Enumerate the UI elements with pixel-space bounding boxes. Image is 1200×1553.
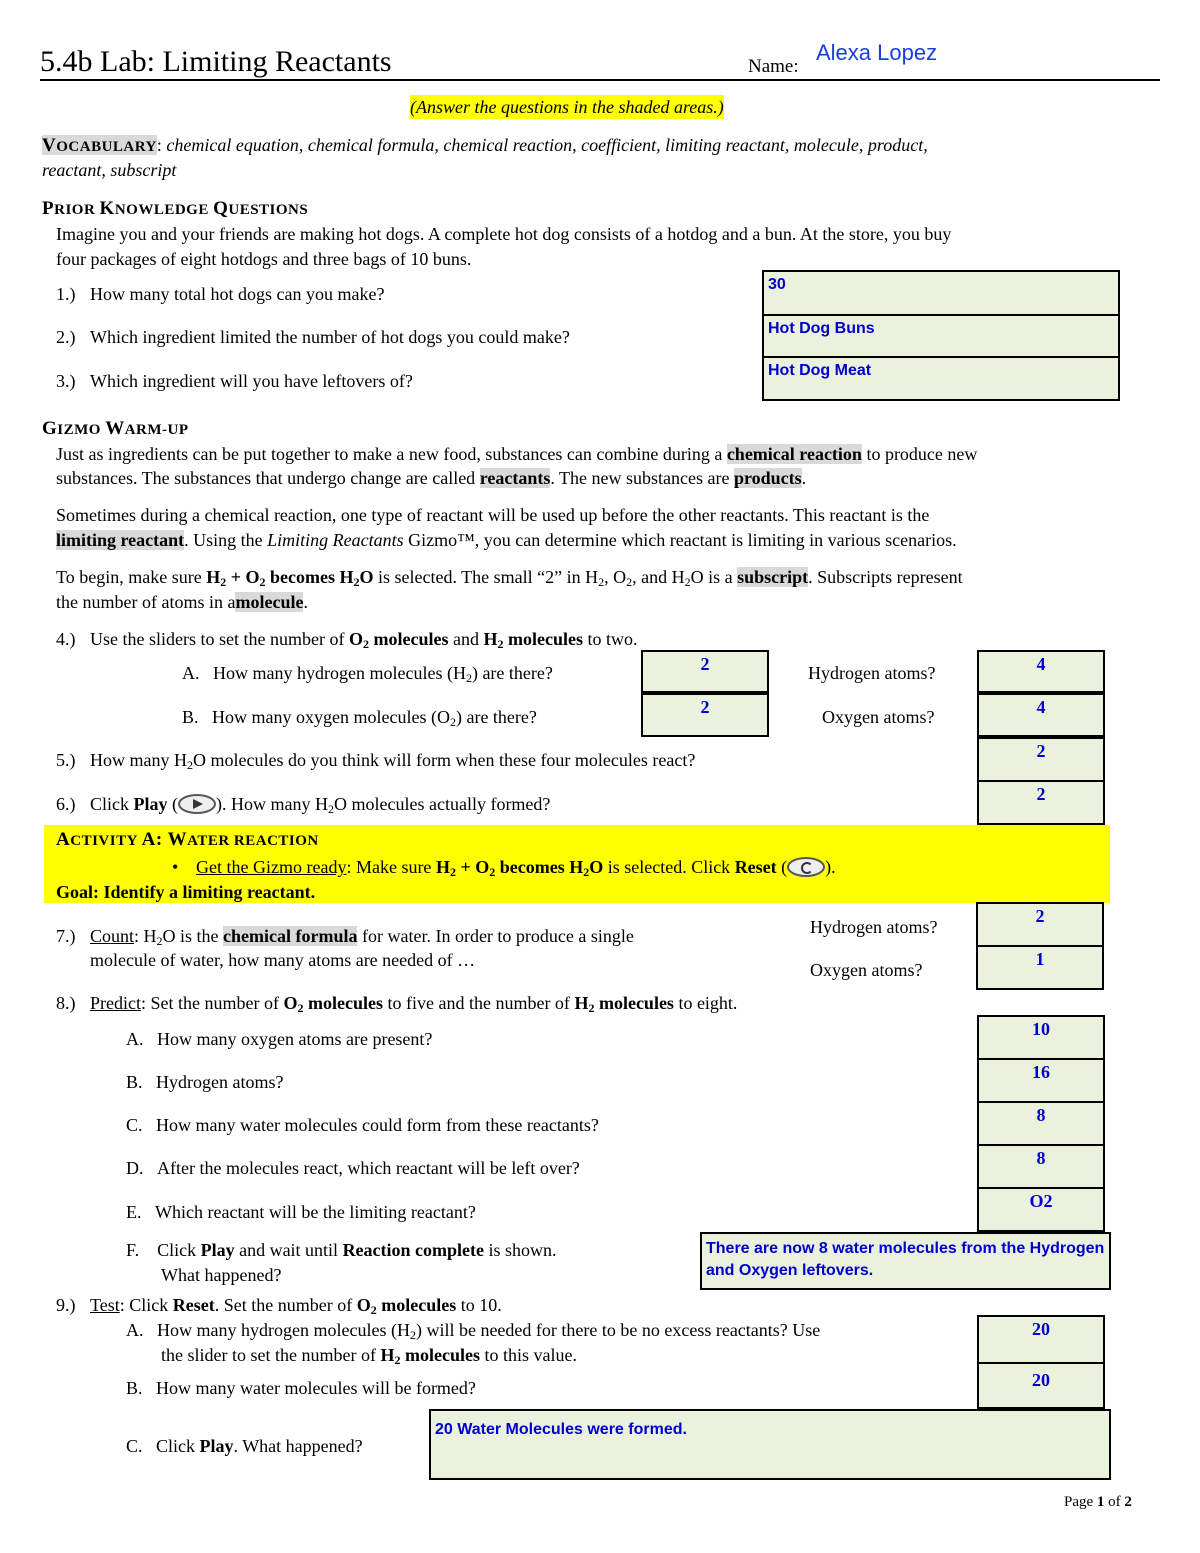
- header-rule: [40, 79, 1160, 81]
- answer-box-q4a[interactable]: 2: [641, 650, 769, 693]
- warmup-p1-line1: Just as ingredients can be put together to make a new food, substances can combine during a chemical reaction to produce new: [56, 444, 978, 464]
- question-9b: B. How many water molecules will be formed?: [126, 1378, 476, 1398]
- question-8a: A. How many oxygen atoms are present?: [126, 1029, 433, 1049]
- answer-box-q5[interactable]: 2: [977, 737, 1105, 782]
- instruction-banner: (Answer the questions in the shaded areas.): [410, 97, 724, 117]
- answer-box-q4b[interactable]: 2: [641, 693, 769, 737]
- question-5: 5.) How many $H_2O$ molecules do you think will form when these four molecules react?: [56, 750, 696, 772]
- question-9c: C. Click Play. What happened?: [126, 1436, 363, 1456]
- warmup-p1-line2: substances. The substances that undergo change are called reactants. The new substances are products.: [56, 468, 807, 488]
- page-number: Page 1 of 2: [1064, 1494, 1132, 1510]
- prior-intro-2: four packages of eight hotdogs and three bags of 10 buns.: [56, 249, 472, 269]
- question-7: 7.) Count: $H_2O$ is the chemical formula for water. In order to produce a single: [56, 926, 634, 948]
- activity-goal: Goal: Identify a limiting reactant.: [56, 882, 316, 902]
- answer-box-q9b[interactable]: 20: [977, 1362, 1105, 1409]
- question-1: 1.) How many total hot dogs can you make?: [56, 284, 385, 304]
- question-2: 2.) Which ingredient limited the number of hot dogs you could make?: [56, 327, 570, 347]
- question-8: 8.) Predict: Set the number of $O_2$ molecules to five and the number of $H_2$ molecules to eight.: [56, 993, 738, 1015]
- answer-box-q2[interactable]: Hot Dog Buns: [762, 314, 1120, 358]
- answer-box-q8b[interactable]: 16: [977, 1058, 1105, 1103]
- question-4: 4.) Use the sliders to set the number of $O_2$ molecules and $H_2$ molecules to two.: [56, 629, 638, 651]
- question-3: 3.) Which ingredient will you have leftovers of?: [56, 371, 413, 391]
- question-4b-side: Oxygen atoms?: [822, 707, 935, 727]
- answer-box-q6[interactable]: 2: [977, 780, 1105, 825]
- warmup-p2-line2: limiting reactant. Using the Limiting Reactants Gizmo™, you can determine which reactant is limiting in various scenarios.: [56, 530, 957, 550]
- play-icon: [178, 794, 216, 814]
- question-8c: C. How many water molecules could form from these reactants?: [126, 1115, 599, 1135]
- vocabulary-line: VOCABULARY: chemical equation, chemical formula, chemical reaction, coefficient, limiting reactant, molecule, product,: [42, 135, 928, 156]
- warmup-p2-line1: Sometimes during a chemical reaction, one type of reactant will be used up before the other reactants. This reactant is the: [56, 505, 930, 525]
- answer-box-q9c[interactable]: 20 Water Molecules were formed.: [429, 1409, 1111, 1480]
- activity-bullet: •: [172, 857, 179, 877]
- prior-knowledge-heading: PRIOR KNOWLEDGE QUESTIONS: [42, 198, 309, 219]
- answer-box-q7-oxygen[interactable]: 1: [976, 945, 1104, 990]
- question-9a-line2: the slider to set the number of $H_2$ molecules to this value.: [161, 1345, 577, 1367]
- question-9a: A. How many hydrogen molecules $(H_2)$ will be needed for there to be no excess reactants? Use: [126, 1320, 821, 1342]
- question-4a-side: Hydrogen atoms?: [808, 663, 936, 683]
- vocabulary-line-2: reactant, subscript: [42, 160, 177, 180]
- question-6: 6.) Click Play ( ). How many $H_2O$ molecules actually formed?: [56, 794, 551, 816]
- answer-box-q8c[interactable]: 8: [977, 1101, 1105, 1146]
- question-8f: F. Click Play and wait until Reaction complete is shown.: [126, 1240, 557, 1260]
- activity-heading: ACTIVITY A: WATER REACTION: [56, 829, 319, 850]
- answer-box-q1[interactable]: 30: [762, 270, 1120, 316]
- name-label: Name:: [748, 56, 799, 77]
- answer-box-q8d[interactable]: 8: [977, 1144, 1105, 1189]
- doc-title: 5.4b Lab: Limiting Reactants: [40, 45, 392, 78]
- activity-ready-line: Get the Gizmo ready: Make sure $H_2 + O_2$ becomes $H_2O$ is selected. Click Reset ( ).: [196, 857, 836, 879]
- answer-box-q4a-side[interactable]: 4: [977, 650, 1105, 693]
- question-4a: A. How many hydrogen molecules $(H_2)$ are there?: [182, 663, 553, 685]
- answer-box-q9a[interactable]: 20: [977, 1315, 1105, 1364]
- warmup-p3-line1: To begin, make sure $H_2 + O_2$ becomes $H_2O$ is selected. The small “2” in $H_2$, $O_2$, and $H_2O$ is a subscript. Subscripts represent: [56, 567, 963, 589]
- reset-icon: [787, 857, 825, 877]
- question-8e: E. Which reactant will be the limiting reactant?: [126, 1202, 476, 1222]
- question-7-line2: molecule of water, how many atoms are needed of …: [90, 950, 476, 970]
- gizmo-warmup-heading: GIZMO WARM-UP: [42, 418, 189, 439]
- question-8d: D. After the molecules react, which reactant will be left over?: [126, 1158, 580, 1178]
- answer-box-q8a[interactable]: 10: [977, 1015, 1105, 1060]
- question-8f-line2: What happened?: [161, 1265, 282, 1285]
- question-7-side2: Oxygen atoms?: [810, 960, 923, 980]
- question-7-side1: Hydrogen atoms?: [810, 917, 938, 937]
- answer-box-q3[interactable]: Hot Dog Meat: [762, 356, 1120, 401]
- name-value[interactable]: Alexa Lopez: [816, 40, 938, 65]
- answer-box-q8e[interactable]: O2: [977, 1187, 1105, 1232]
- warmup-p3-line2: the number of atoms in amolecule.: [56, 592, 308, 612]
- answer-box-q8f[interactable]: There are now 8 water molecules from the Hydrogen and Oxygen leftovers.: [700, 1232, 1111, 1290]
- question-9: 9.) Test: Click Reset. Set the number of $O_2$ molecules to 10.: [56, 1295, 502, 1317]
- question-8b: B. Hydrogen atoms?: [126, 1072, 284, 1092]
- answer-box-q7-hydrogen[interactable]: 2: [976, 902, 1104, 947]
- question-4b: B. How many oxygen molecules $(O_2)$ are there?: [182, 707, 537, 729]
- prior-intro-1: Imagine you and your friends are making hot dogs. A complete hot dog consists of a hotdog and a bun. At the store, you buy: [56, 224, 952, 244]
- answer-box-q4b-side[interactable]: 4: [977, 693, 1105, 737]
